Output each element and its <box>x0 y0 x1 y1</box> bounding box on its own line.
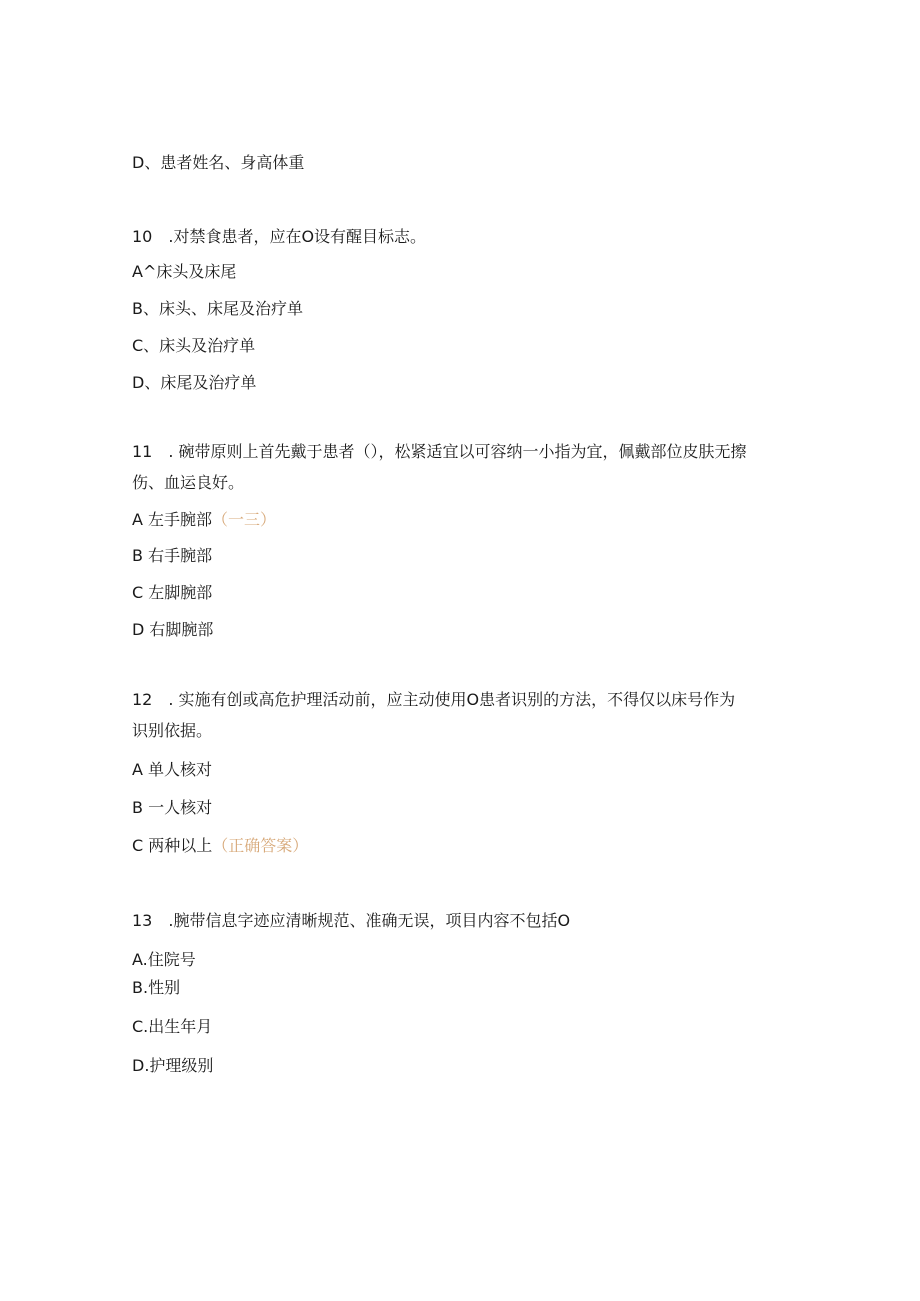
q12-option-b: B 一人核对 <box>132 798 213 817</box>
q12-option-c <box>132 836 308 856</box>
q11-stem-line2: 伤、血运良好。 <box>132 473 245 492</box>
q13-option-b: B.性别 <box>132 978 181 997</box>
q12-option-a: A 单人核对 <box>132 760 213 779</box>
q12-option-c-note: （正确答案） <box>212 836 309 855</box>
q12-option-c-text: C 两种以上 <box>132 836 213 855</box>
q11-option-b: B 右手腕部 <box>132 546 213 565</box>
q13-option-d: D.护理级别 <box>132 1056 214 1075</box>
q11-option-c: C 左脚腕部 <box>132 583 213 602</box>
q11-option-d: D 右脚腕部 <box>132 620 214 639</box>
q10-option-c: C、床头及治疗单 <box>132 336 256 355</box>
q12-stem-line1: 12 . 实施有创或高危护理活动前，应主动使用O患者识别的方法，不得仅以床号作为 <box>132 690 736 709</box>
q13-option-a: A.住院号 <box>132 950 196 969</box>
q11-option-a <box>132 510 276 530</box>
q10-stem: 10 .对禁食患者，应在O设有醒目标志。 <box>132 227 427 246</box>
q12-stem-line2: 识别依据。 <box>132 721 213 740</box>
q10-option-b: B、床头、床尾及治疗单 <box>132 299 303 318</box>
q10-option-d: D、床尾及治疗单 <box>132 373 257 392</box>
q9-option-d: D、患者姓名、身高体重 <box>132 153 305 172</box>
q11-option-a-text: A 左手腕部 <box>132 510 213 529</box>
q10-option-a: A^床头及床尾 <box>132 262 237 281</box>
q11-option-a-note: （一三） <box>212 510 277 529</box>
q13-stem: 13 .腕带信息字迹应清晰规范、准确无误，项目内容不包括O <box>132 911 571 930</box>
q13-option-c: C.出生年月 <box>132 1017 213 1036</box>
q11-stem-line1: 11 . 碗带原则上首先戴于患者（），松紧适宜以可容纳一小指为宜，佩戴部位皮肤无擦 <box>132 442 747 461</box>
